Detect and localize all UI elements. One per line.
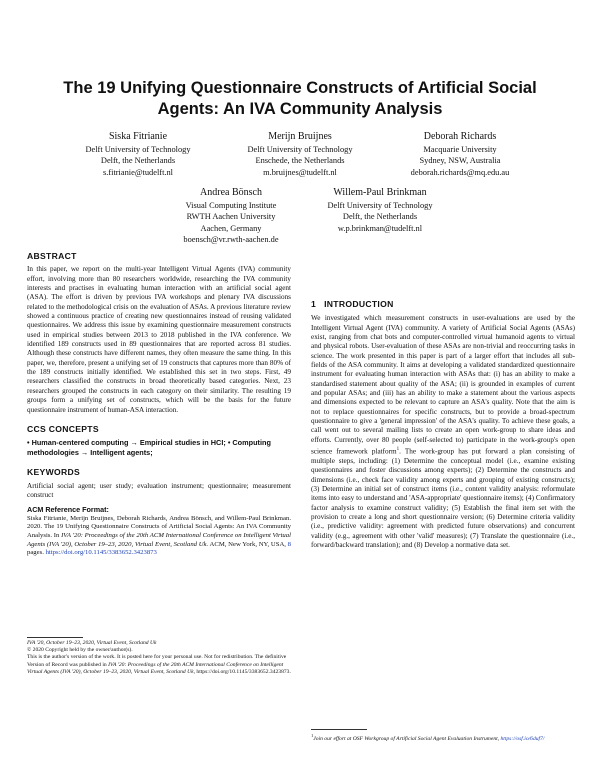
acm-ref-doi-link[interactable]: https://doi.org/10.1145/3383652.3423873 [45, 549, 157, 557]
acm-ref-heading: ACM Reference Format: [27, 505, 109, 515]
author-email[interactable]: s.fitrianie@tudelft.nl [102, 167, 174, 177]
author-affiliation: Delft University of Technology [247, 145, 353, 154]
abstract-text: In this paper, we report on the multi-year Intelligent Virtual Agents (IVA) community effort, involving more than 80 researchers worldwide, researching the IVA community interests and practises in evaluating human interaction with an artificial social agent (ASA). The effort is driven by previous IVA workshops and plenary IVA discussions related to the methodological crisis on the evaluation of ASAs. A previous literature review showed a continuous practice of creating new questionnaires instead of reusing validated questionnaires. We address this issue by examining questionnaire measurement constructs used in empirical studies between 2013 to 2018 published in the IVA conference. We identified 189 constructs used in 89 questionnaires that are reported across 81 studies. Although these constructs have different names, they often measure the same thing. In this paper, we, therefore, present a unifying set of 19 constructs that captures more than 80% of the 189 constructs initially identified. We established this set in two steps. First, 49 researchers classified the constructs in broad theoretically based categories. Next, 23 researchers grouped the constructs in each category on their similarity. The resulting 19 groups form a unifying set of constructs, which will be the basis for the future questionnaire instrument of human-ASA interaction. [27, 265, 291, 414]
copyright-venue: IVA '20, October 19–23, 2020, Virtual Event, Scotland Uk [27, 640, 157, 646]
author-email[interactable]: boensch@vr.rwth-aachen.de [183, 235, 279, 245]
author-name: Deborah Richards [423, 131, 497, 142]
copyright-notice [27, 654, 291, 676]
right-column [311, 250, 575, 550]
author-location: Sydney, NSW, Australia [419, 156, 501, 166]
section-number: 1 [311, 299, 317, 309]
footnote-marker: 1 [396, 447, 400, 453]
keywords-text: Artificial social agent; user study; evaluation instrument; questionnaire; measurement construct [27, 481, 291, 500]
section-title: INTRODUCTION [324, 299, 394, 309]
acm-ref-venue: IVA '20: Proceedings of the 20th ACM International Conference on Intelligent Virtual Agents (IVA '20), October 19–23, 2020, Virtual Event, Scotland Uk. [27, 531, 291, 548]
copyright-holder: © 2020 Copyright held by the owner/author(s). [27, 647, 133, 654]
author-email[interactable]: m.bruijnes@tudelft.nl [263, 167, 337, 177]
title-line-2: Agents: An IVA Community Analysis [157, 100, 443, 118]
author-name: Siska Fitrianie [108, 131, 168, 142]
abstract-heading: ABSTRACT [27, 251, 77, 261]
introduction-heading [311, 300, 575, 309]
author-affiliation: Delft University of Technology [327, 201, 433, 210]
author-location: Enschede, the Netherlands [255, 156, 345, 166]
copyright-notice-venue: IVA '20: Proceedings of the 20th ACM International Conference on Intelligent Virtual Agents (IVA '20), October 19–23, 2020, Virtual Event, Scotland Uk [27, 661, 284, 675]
acm-ref-pages: pages. [27, 549, 46, 557]
left-column [27, 252, 291, 558]
footnote-rule [27, 637, 83, 638]
footnote-number: 1 [311, 733, 314, 738]
author-email[interactable]: deborah.richards@mq.edu.au [410, 167, 510, 177]
acm-ref-continuation-space [311, 250, 575, 300]
author-location: Delft, the Netherlands [100, 156, 176, 166]
introduction-text [311, 314, 575, 550]
acm-ref-text [27, 515, 291, 558]
copyright-doi: , https://doi.org/10.1145/3383652.3423873. [193, 668, 291, 675]
author-email[interactable]: w.p.brinkman@tudelft.nl [337, 223, 423, 233]
introduction-text-part-2: . The work-group has put forward a plan consisting of multiple steps, including: (1) Determine the conceptual model (i.e., examine existing questionnaires and foster discussions among experts); (2) Determine the constructs and dimensions (i.e., check face validity among experts and grouping of existing constructs); (3) Determine an initial set of construct items (i.e., content validity analysis: reformulate items into easy to understand and 'ASA-appropriate' questionnaire items); (4) Confirmatory factor analysis to examine construct validity; (5) Establish the final item set with the provision to create a long and short questionnaire version; (6) Determine criteria validity (i.e., predictive validity: agreement with predicted future observations) and concurrent validity (e.g., agreement with other 'valid' measures); (7) Translate the questionnaire (i.e., forward/backward translation); and (8) Develop a normative data set. [311, 447, 575, 549]
author-location: Aachen, Germany [200, 223, 262, 233]
copyright-block [27, 640, 291, 676]
acm-ref-citation: Siska Fitrianie, Merijn Bruijnes, Deborah Richards, Andrea Bönsch, and Willem-Paul Brinkman. 2020. The 19 Unifying Questionnaire Constructs of Artificial Social Agents: An IVA Community Analysis. In [27, 514, 291, 539]
author-block [156, 186, 306, 246]
paper-title [40, 78, 560, 120]
author-block [225, 130, 375, 178]
author-affiliation: Macquarie University [423, 145, 497, 154]
ccs-concepts: • Human-centered computing → Empirical studies in HCI; • Computing methodologies → Intelligent agents; [27, 438, 271, 457]
acm-ref-publisher: ACM, New York, NY, USA, [208, 540, 288, 548]
author-affiliation: Visual Computing Institute [185, 201, 277, 210]
acm-ref-pages-link[interactable]: 8 [287, 540, 291, 548]
ccs-heading: CCS CONCEPTS [27, 423, 99, 434]
title-line-1: The 19 Unifying Questionnaire Constructs of Artificial Social [63, 79, 537, 97]
copyright-notice-text: This is the author's version of the work. It is posted here for your personal use. Not for redistribution. The definitive Version of Record was published in [27, 654, 287, 668]
author-block [305, 186, 455, 234]
author-name: Willem-Paul Brinkman [333, 187, 427, 198]
author-name: Andrea Bönsch [200, 187, 262, 198]
footnote-text: Join our effort at OSF Workgroup of Artificial Social Agent Evaluation Instrument, [313, 735, 501, 742]
keywords-heading: KEYWORDS [27, 467, 81, 478]
author-name: Merijn Bruijnes [268, 131, 332, 142]
author-affiliation: RWTH Aachen University [186, 212, 276, 222]
introduction-text-part-1: We investigated which measurement constructs in user-evaluations are used by the Intelligent Virtual Agent (IVA) community. A variety of Artificial Social Agents (ASAs) exist, ranging from chat bots and computer-controlled virtual humanoid agents to virtual and physical robots. User-evaluation of these ASAs are non-trivial and reoccurring tasks in science. The work presented in this paper is part of a larger effort that includes all sub-fields of the ASA community. It aims at developing a validated standardized questionnaire instrument for evaluating human interaction with ASAs that: (i) has an ability to make a standardised statement about quality of the ASA; (ii) is grounded in examples of current and popular ASAs; and (iii) has an ability to make a statement about the various aspects and dimensions expected to be relevant to capture an ASA's quality. Note that the aim is not to replace questionnaires for specific constructs, but to provide a broad-spectrum questionnaire to give a 'general impression' of the ASA's quality. To achieve these goals, a call went out to several mailing lists to create an open work-group to share ideas and efforts. Currently, over 80 people (self-selected to) participate in the work-group's open science framework platform [311, 314, 575, 456]
author-location: Delft, the Netherlands [342, 212, 418, 222]
footnote-link[interactable]: https://osf.io/6duf7/ [500, 735, 545, 742]
footnote-rule-right [311, 729, 367, 730]
author-affiliation: Delft University of Technology [85, 145, 191, 154]
author-block [63, 130, 213, 178]
footnote [311, 732, 575, 743]
author-block [385, 130, 535, 178]
